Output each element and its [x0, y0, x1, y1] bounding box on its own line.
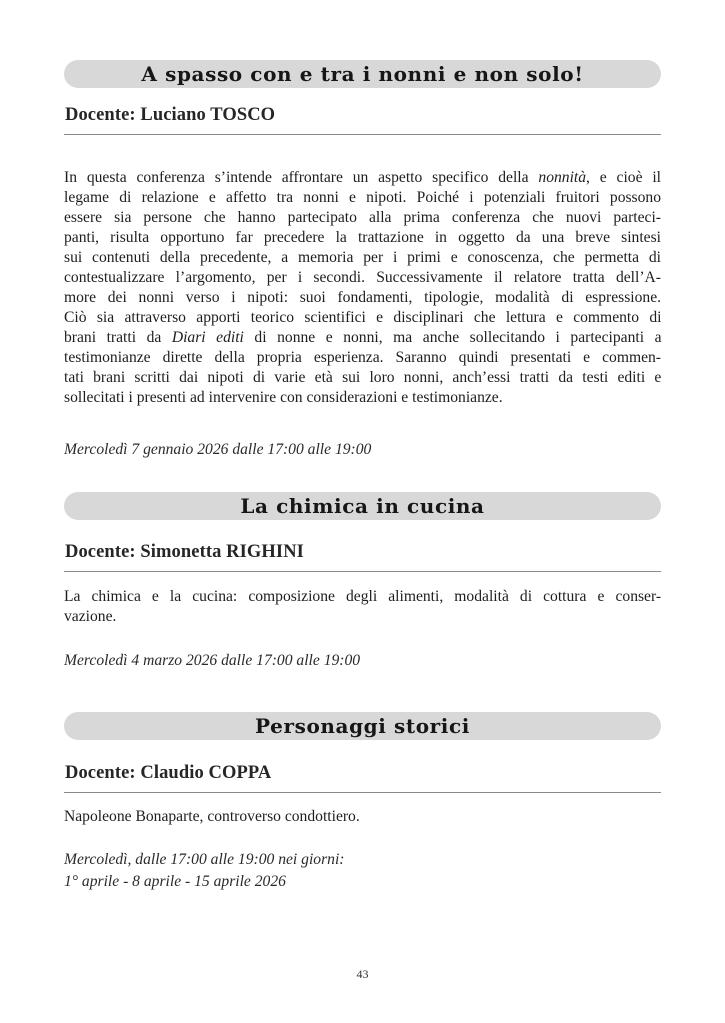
schedule-line: Mercoledì 4 marzo 2026 dalle 17:00 alle 19:00 [64, 652, 361, 669]
schedule-line: Mercoledì, dalle 17:00 alle 19:00 nei giorni: [64, 851, 345, 868]
text-run: contestualizzare l’argomento, per i secondi. Successivamente il relatore tratta dell’A- [64, 269, 661, 286]
text-line [64, 208, 661, 228]
text-line [64, 328, 661, 348]
text-line [64, 228, 661, 248]
section-title: Personaggi storici [255, 714, 470, 738]
teacher-label: Docente: Claudio COPPA [65, 763, 272, 783]
italic-text: nonnità [538, 169, 587, 186]
text-line [64, 607, 661, 627]
text-run: testimonianze dirette della propria esperienza. Saranno quindi presentati e commen- [64, 349, 661, 366]
text-line [64, 308, 661, 328]
text-run: brani tratti da [64, 329, 172, 346]
text-line [64, 587, 661, 607]
text-run: La chimica e la cucina: composizione degli alimenti, modalità di cottura e conser- [64, 588, 662, 605]
text-line [64, 188, 661, 208]
text-run: legame di relazione e affetto tra nonni e nipoti. Poiché i potenziali fruitori possono [64, 189, 662, 206]
text-run: In questa conferenza s’intende affrontare un aspetto specifico della [64, 169, 539, 186]
schedule-line: Mercoledì 7 gennaio 2026 dalle 17:00 alle 19:00 [64, 441, 372, 458]
description [64, 807, 661, 827]
text-run: sollecitati i presenti ad intervenire con considerazioni e testimonianze. [64, 389, 503, 406]
text-run: Napoleone Bonaparte, controverso condottiero. [64, 808, 360, 825]
text-line [64, 807, 661, 827]
text-run: , e cioè il [586, 169, 661, 186]
text-line [64, 168, 661, 188]
description [64, 587, 661, 627]
text-line [64, 268, 661, 288]
text-line [64, 248, 661, 268]
text-line [64, 348, 661, 368]
text-run: Ciò sia attraverso apporti teorico scientifici e disciplinari che lettura e commento di [64, 309, 662, 326]
text-line [64, 388, 661, 408]
text-line [64, 288, 661, 308]
divider [64, 792, 661, 793]
section-title: A spasso con e tra i nonni e non solo! [141, 62, 584, 86]
schedule [64, 849, 344, 893]
italic-text: Diari editi [171, 329, 244, 346]
text-run: panti, risulta opportuno far precedere la trattazione in oggetto da una breve sintesi [64, 229, 661, 246]
schedule [64, 439, 371, 461]
description [64, 168, 661, 408]
section-title-bar [64, 492, 661, 520]
teacher-label: Docente: Luciano TOSCO [65, 105, 276, 125]
text-run: essere sia persone che hanno partecipato alla prima conferenza che nuovi parteci- [64, 209, 661, 226]
divider [64, 134, 661, 135]
section-title-bar [64, 60, 661, 88]
schedule-line: 1° aprile - 8 aprile - 15 aprile 2026 [64, 873, 286, 890]
text-line [64, 368, 661, 388]
section-title-bar [64, 712, 661, 740]
section-title: La chimica in cucina [240, 494, 485, 518]
teacher-label: Docente: Simonetta RIGHINI [65, 542, 304, 562]
text-run: vazione. [64, 608, 117, 625]
text-run: more dei nonni verso i nipoti: suoi fondamenti, tipologie, modalità di espressione. [64, 289, 662, 306]
text-run: tati brani scritti dai nipoti di varie età sui loro nonni, anch’essi tratti da testi editi e [64, 369, 662, 386]
page-number: 43 [356, 967, 369, 981]
schedule [64, 650, 360, 672]
text-run: di nonne e nonni, ma anche sollecitando i partecipanti a [243, 329, 662, 346]
text-run: sui contenuti della precedente, a memoria per i primi e conoscenza, che permetta di [64, 249, 661, 266]
divider [64, 571, 661, 572]
